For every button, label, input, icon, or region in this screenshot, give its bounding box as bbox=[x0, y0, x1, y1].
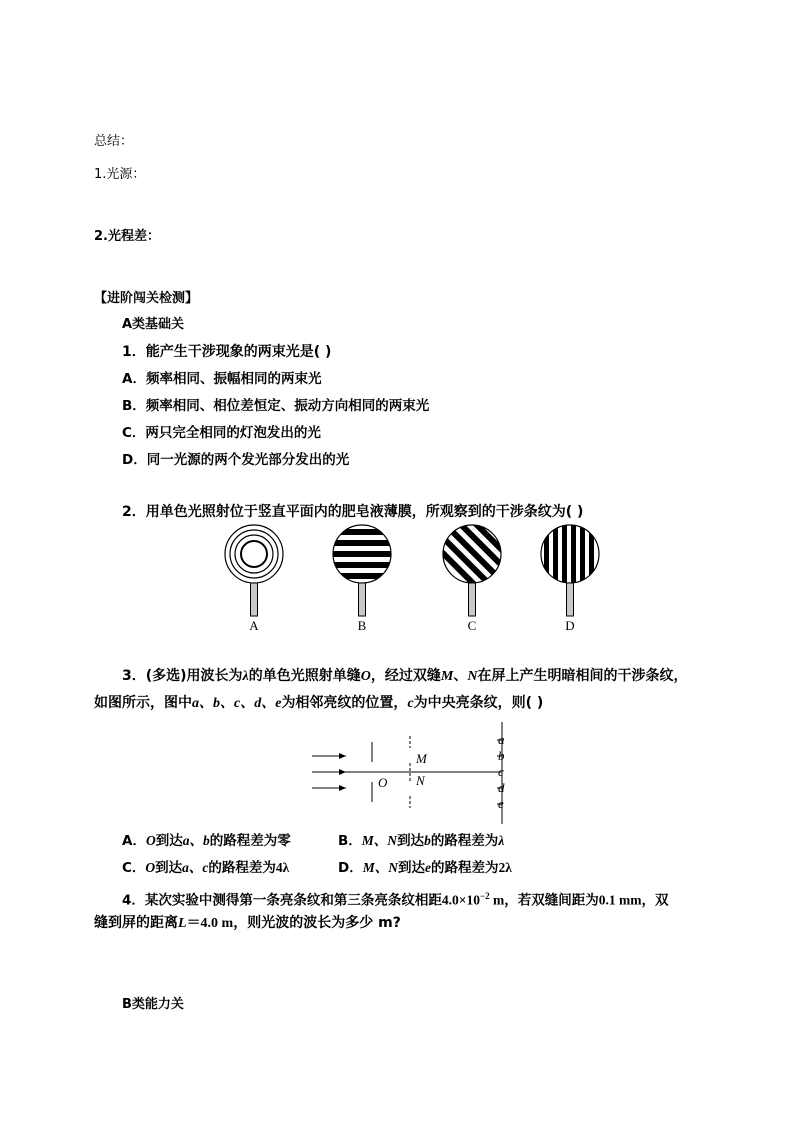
q3-d-vars: M、N bbox=[362, 860, 398, 875]
q4-l2-p1: 缝到屏的距离 bbox=[94, 915, 178, 931]
q1-option-d: D．同一光源的两个发光部分发出的光 bbox=[122, 452, 350, 468]
q3-a-vars: a、b bbox=[182, 833, 210, 848]
q2-label-c: C bbox=[467, 618, 477, 633]
q4-l2-p2: ，则光波的波长为多少 m? bbox=[233, 915, 401, 931]
q2-figure-b-horizontal-stripes bbox=[330, 524, 394, 616]
q3-l2-p2: 为相邻亮纹的位置， bbox=[281, 695, 408, 711]
q3-l2-vars: a、b、c、d、e bbox=[192, 696, 282, 711]
q3-fig-label-d: d bbox=[498, 780, 505, 795]
q3-a-mid: 到达 bbox=[155, 833, 183, 849]
q3-fig-label-a: a bbox=[498, 732, 505, 747]
q3-d-post: 的路程差为 bbox=[430, 860, 499, 876]
q3-l1-o: O bbox=[360, 669, 371, 684]
q3-d-val: 2λ bbox=[498, 860, 512, 875]
summary-item-light-source: 1.光源： bbox=[94, 167, 146, 182]
q3-b-b: b bbox=[424, 833, 431, 848]
q3-fig-label-o: O bbox=[378, 775, 388, 790]
q1-option-b: B．频率相同、相位差恒定、振动方向相同的两束光 bbox=[122, 398, 430, 414]
q3-c-val: 4λ bbox=[275, 860, 290, 875]
q2-label-a: A bbox=[249, 618, 259, 633]
q2-figure-c-diagonal-stripes bbox=[426, 524, 521, 616]
q3-l2-p1: 如图所示，图中 bbox=[94, 695, 192, 711]
q2-label-b: B bbox=[357, 618, 367, 633]
summary-heading: 总结： bbox=[94, 134, 134, 149]
q3-c-post: 的路程差为 bbox=[208, 860, 276, 876]
q3-l1-p1: 3．(多选)用波长为 bbox=[122, 668, 243, 684]
q3-d-pre: D． bbox=[338, 860, 363, 876]
q1-option-a: A．频率相同、振幅相同的两束光 bbox=[122, 371, 322, 387]
section-title: 【进阶闯关检测】 bbox=[94, 291, 199, 306]
q3-option-a bbox=[122, 832, 291, 850]
q4-l1-val1: 4.0×10 bbox=[441, 892, 480, 908]
summary-item-path-difference: 2.光程差： bbox=[94, 229, 160, 244]
q1-stem: 1．能产生干涉现象的两束光是( ) bbox=[122, 344, 332, 360]
q3-b-vars: M、N bbox=[361, 833, 398, 848]
q2-stem: 2．用单色光照射位于竖直平面内的肥皂液薄膜，所观察到的干涉条纹为( ) bbox=[122, 504, 584, 520]
q4-stem-line1 bbox=[122, 887, 669, 910]
q3-double-slit-figure bbox=[312, 720, 517, 826]
q3-l1-p4: 在屏上产生明暗相间的干涉条纹， bbox=[477, 668, 688, 684]
q3-c-mid: 到达 bbox=[155, 860, 183, 876]
q3-stem-line1 bbox=[122, 667, 687, 686]
q3-b-val: λ bbox=[498, 833, 505, 848]
q4-l1-exp: −2 bbox=[479, 891, 490, 901]
q4-l2-eq: ＝4.0 m bbox=[186, 916, 234, 931]
q3-l2-c: c bbox=[407, 696, 414, 711]
q2-fringe-figure bbox=[220, 524, 600, 636]
q3-l1-p3: ，经过双缝 bbox=[370, 668, 441, 684]
q2-figure-a-rings bbox=[225, 525, 283, 616]
q3-l1-sep: 、 bbox=[453, 668, 468, 684]
group-b-heading: B类能力关 bbox=[122, 997, 184, 1012]
q3-a-o: O bbox=[145, 833, 156, 848]
q3-fig-label-c: c bbox=[498, 764, 504, 779]
q3-b-post: 的路程差为 bbox=[430, 833, 499, 849]
q3-stem-line2 bbox=[94, 694, 543, 713]
q3-fig-label-n: N bbox=[416, 773, 425, 788]
q3-option-b bbox=[338, 832, 504, 850]
q3-l1-p2: 的单色光照射单缝 bbox=[248, 668, 361, 684]
q3-a-post: 的路程差为零 bbox=[209, 833, 291, 849]
q4-l1-unit1: m bbox=[489, 892, 505, 908]
q4-l1-p1: 4．某次实验中测得第一条亮条纹和第三条亮条纹相距 bbox=[122, 892, 442, 909]
q3-fig-label-b: b bbox=[498, 748, 505, 763]
q2-label-d: D bbox=[565, 618, 575, 633]
q3-d-mid: 到达 bbox=[397, 860, 425, 876]
q3-b-pre: B． bbox=[338, 833, 362, 849]
q3-l2-p3: 为中央亮条纹，则( ) bbox=[413, 695, 544, 711]
q3-c-pre: C． bbox=[122, 860, 146, 876]
q4-l2-l: L bbox=[178, 916, 187, 931]
q3-l1-m: M bbox=[440, 669, 454, 684]
q4-l1-p2: ，若双缝间距为 bbox=[504, 892, 599, 909]
q3-l1-lambda: λ bbox=[242, 669, 249, 684]
q3-option-d bbox=[338, 859, 512, 877]
group-a-heading: A类基础关 bbox=[122, 317, 185, 332]
q3-a-pre: A． bbox=[122, 833, 146, 849]
q3-fig-label-e: e bbox=[498, 796, 504, 811]
q4-l1-p3: ，双 bbox=[641, 892, 669, 909]
q3-fig-label-m: M bbox=[416, 751, 427, 766]
q3-d-e: e bbox=[424, 860, 431, 875]
q3-c-vars: a、c bbox=[182, 860, 209, 875]
q4-stem-line2 bbox=[94, 914, 401, 933]
q1-option-c: C．两只完全相同的灯泡发出的光 bbox=[122, 425, 321, 441]
q4-l1-val2: 0.1 mm bbox=[598, 892, 642, 908]
q3-l1-n: N bbox=[467, 669, 478, 684]
q3-option-c bbox=[122, 859, 289, 877]
q2-figure-d-vertical-stripes bbox=[538, 524, 600, 616]
q3-c-o: O bbox=[145, 860, 156, 875]
q3-b-mid: 到达 bbox=[397, 833, 425, 849]
